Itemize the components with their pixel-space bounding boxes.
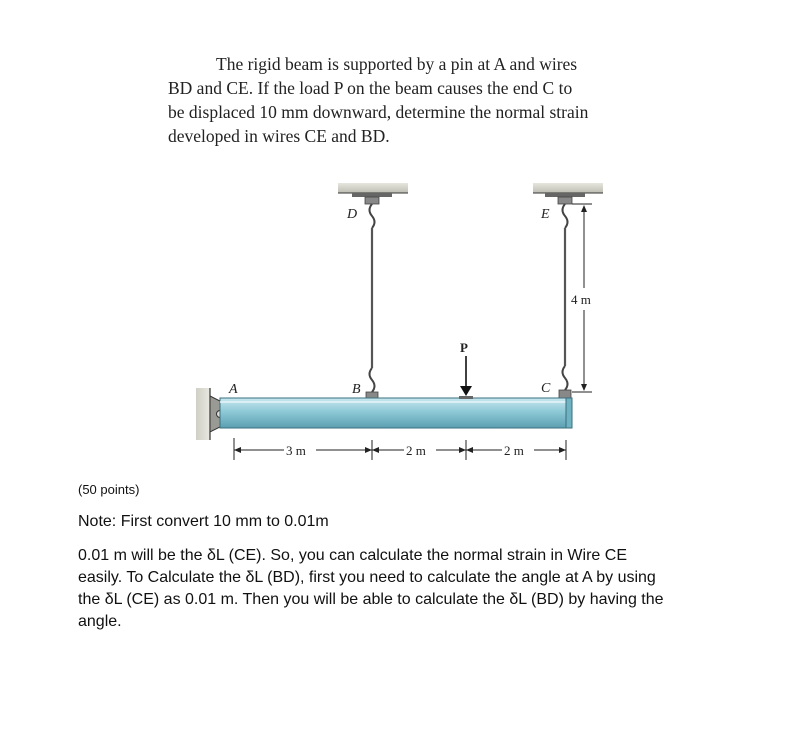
label-b: B: [352, 382, 361, 397]
points-label: (50 points): [78, 482, 140, 497]
load-p-arrow: [459, 356, 473, 399]
dimension-beam-spans: [234, 438, 566, 460]
explanation-text: [78, 545, 718, 633]
rigid-beam: [220, 398, 572, 428]
label-c: C: [541, 381, 551, 396]
dim-label-bp: 2 m: [406, 443, 426, 458]
wire-bd: [366, 204, 378, 398]
explanation-line-2: easily. To Calculate the δL (BD), first you need to calculate the angle at A by using: [78, 569, 656, 586]
problem-line-4: developed in wires CE and BD.: [168, 126, 390, 146]
note-text: Note: First convert 10 mm to 0.01m: [78, 513, 329, 530]
dim-label-pc: 2 m: [504, 443, 524, 458]
explanation-line-1: 0.01 m will be the δL (CE). So, you can calculate the normal strain in Wire CE: [78, 547, 627, 564]
ceiling-support-d: [338, 183, 408, 204]
wire-ce: [559, 204, 571, 398]
dim-label-ce: 4 m: [571, 292, 591, 307]
dimension-ce-length: [571, 204, 592, 392]
ceiling-support-e: [533, 183, 603, 204]
label-d: D: [347, 207, 358, 222]
label-p: P: [460, 340, 468, 355]
dim-label-ab: 3 m: [286, 443, 306, 458]
label-a: A: [229, 382, 238, 397]
problem-line-3: be displaced 10 mm downward, determine the normal strain: [168, 102, 589, 122]
problem-line-1: The rigid beam is supported by a pin at A and wires: [216, 54, 578, 74]
problem-line-2: BD and CE. If the load P on the beam causes the end C to: [168, 78, 573, 98]
label-e: E: [541, 207, 550, 222]
explanation-line-3: the δL (CE) as 0.01 m. Then you will be able to calculate the δL (BD) by having the: [78, 591, 664, 608]
explanation-line-4: angle.: [78, 613, 122, 630]
